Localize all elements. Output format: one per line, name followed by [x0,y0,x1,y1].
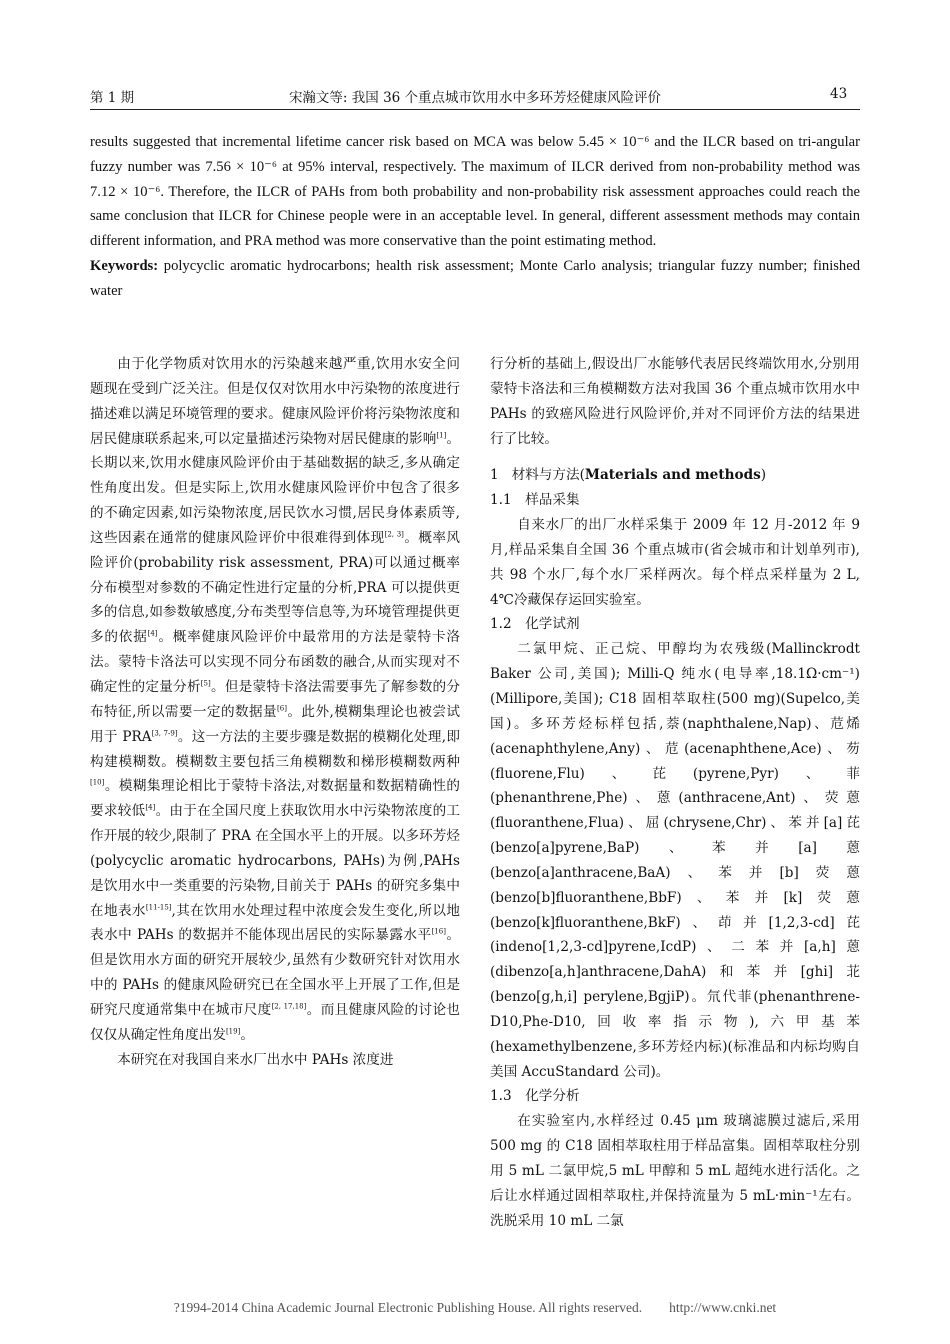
keywords-line [90,254,860,304]
keywords-label: Keywords: [90,257,159,274]
citation: [1] [436,431,447,439]
text-run: 。长期以来,饮用水健康风险评价由于基础数据的缺乏,多从确定性角度出发。但是实际上,饮用水健康风险评价中包含了很多的不确定因素,如污染物浓度,居民饮水习惯,居民身体素质等,这些因素在通常的健康风险评价中很难得到体现 [90,430,460,546]
intro-paragraph-1 [90,352,460,1048]
abstract-block [90,130,860,304]
footer-copyright: ?1994-2014 China Academic Journal Electronic Publishing House. All rights reserved. http://www.cnki.net [173,1300,777,1315]
spacer [490,451,860,463]
section-title-en: Materials and methods [584,467,761,484]
citation: [2, 3] [384,530,404,539]
header-rule [90,109,860,110]
intro-paragraph-continued: 行分析的基础上,假设出厂水能够代表居民终端饮用水,分别用蒙特卡洛法和三角模糊数方法对我国 36 个重点城市饮用水中 PAHs 的致癌风险进行风险评价,并对不同评价方法的结果进行了比较。 [490,356,860,447]
citation: [5] [200,679,211,688]
abstract-text: results suggested that incremental lifetime cancer risk based on MCA was below 5.45 × 10⁻⁶ and the ILCR based on tri-angular fuzzy number was 7.56 × 10⁻⁶ at 95% interval, respectively. The maximum of ILCR derived from non-probability method was 7.12 × 10⁻⁶. Therefore, the ILCR of PAHs from both probability and non-probability risk assessment approaches could reach the same conclusion that ILCR for Chinese people were in an acceptable level. In general, different assessment methods may contain different information, and PRA method was more conservative than the point estimating method. [90,134,860,250]
text-run: 。模糊集理论相比于蒙特卡洛法,对数据量和数据精确性的要求较低 [90,778,460,820]
text-run: 由于化学物质对饮用水的污染越来越严重,饮用水安全问题现在受到广泛关注。但是仅仅对饮用水中污染物的浓度进行描述难以满足环境管理的要求。健康风险评价将污染物浓度和居民健康联系起来,可以定量描述污染物对居民健康的影响 [90,356,460,447]
text-run: 。这一方法的主要步骤是数据的模糊化处理,即构建模糊数。模糊数主要包括三角模糊数和梯形模糊数两种 [90,728,460,770]
section-1-3-text: 在实验室内,水样经过 0.45 μm 玻璃滤膜过滤后,采用 500 mg 的 C18 固相萃取柱用于样品富集。固相萃取柱分别用 5 mL 二氯甲烷,5 mL 甲醇和 5 mL 超纯水进行活化。之后让水样通过固相萃取柱,并保持流量为 5 mL·min⁻¹左右。洗脱采用 10 mL 二氯 [490,1113,860,1229]
intro-paragraph-2: 本研究在对我国自来水厂出水中 PAHs 浓度进 [117,1051,394,1068]
text-run: 。此外,模糊集理论也被尝试用于 PRA [90,703,460,745]
text-run: ,其在饮用水处理过程中浓度会发生变化,所以地表水中 PAHs 的数据并不能体现出居民的实际暴露水平 [90,902,461,944]
citation: [16] [431,927,446,936]
section-1-1-text: 自来水厂的出厂水样采集于 2009 年 12 月-2012 年 9 月,样品采集自全国 36 个重点城市(省会城市和计划单列市),共 98 个水厂,每个水厂采样两次。每个样点采样量为 2 L, 4℃冷藏保存运回实验室。 [490,517,860,608]
section-1-heading [490,463,860,488]
text-run: 。由于在全国尺度上获取饮用水中污染物浓度的工作开展的较少,限制了 PRA 在全国水平上的开展。以多环芳烃(polycyclic aromatic hydrocarbons, PAHs)为例,PAHs 是饮用水中一类重要的污染物,目前关于 PAHs 的研究多集中在地表水 [90,803,461,919]
header-page-number: 43 [830,86,848,102]
section-1-2-heading: 1.2 化学试剂 [490,616,580,633]
section-1-2-text: 二氯甲烷、正己烷、甲醇均为农残级(Mallinckrodt Baker 公司,美国); Milli-Q 纯水(电导率,18.1Ω·cm⁻¹)(Millipore,美国); C18 固相萃取柱(500 mg)(Supelco,美国)。多环芳烃标样包括,萘(naphthalene,Nap)、苊烯(acenaphthylene,Any)、苊(acenaphthene,Ace)、芴(fluorene,Flu)、芘(pyrene,Pyr)、菲(phenanthrene,Phe)、蒽(anthracene,Ant)、荧蒽(fluoranthene,Flua)、屈(chrysene,Chr)、苯并[a]芘(benzo[a]pyrene,BaP)、苯并[a]蒽(benzo[a]anthracene,BaA)、苯并[b]荧蒽(benzo[b]fluoranthene,BbF)、苯并[k]荧蒽(benzo[k]fluoranthene,BkF)、茚并[1,2,3-cd]芘(indeno[1,2,3-cd]pyrene,IcdP)、二苯并[a,h]蒽(dibenzo[a,h]anthracene,DahA)和苯并[ghi]苝(benzo[g,h,i] perylene,BgjiP)。氘代菲(phenanthrene-D10,Phe-D10,回收率指示物),六甲基苯(hexamethylbenzene,多环芳烃内标)(标准品和内标均购自美国 AccuStandard 公司)。 [490,641,860,1080]
section-1-1-heading: 1.1 样品采集 [490,492,580,509]
header-issue: 第 1 期 [90,90,135,106]
right-column [490,352,860,1234]
header-title: 宋瀚文等: 我国 36 个重点城市饮用水中多环芳烃健康风险评价 [288,90,662,106]
section-title-close: ) [760,467,767,484]
keywords-text: polycyclic aromatic hydrocarbons; health risk assessment; Monte Carlo analysis; triangular fuzzy number; finished water [90,257,860,299]
text-run: 。概率健康风险评价中最常用的方法是蒙特卡洛法。蒙特卡洛法可以实现不同分布函数的融合,从而实现对不确定性的定量分析 [90,629,461,695]
text-run: 。 [240,1026,254,1043]
text-run: 。概率风险评价(probability risk assessment, PRA)可以通过概率分布模型对参数的不确定性进行定量的分析,PRA 可以提供更多的信息,如参数敏感度,分布类型等信息等,为环境管理提供更多的依据 [90,529,461,646]
citation: [6] [277,704,287,713]
section-title-cn: 材料与方法( [511,467,585,484]
citation: [11-15] [145,903,172,912]
text-run: 。而且健康风险的讨论也仅仅从确定性角度出发 [90,1001,461,1043]
citation: [10] [90,778,105,787]
text-run: 。但是蒙特卡洛法需要事先了解参数的分布特征,所以需要一定的数据量 [90,678,461,720]
citation: [2, 17,18] [271,1002,307,1011]
section-1-3-heading: 1.3 化学分析 [490,1088,580,1105]
left-column [90,352,460,1072]
text-run: 。但是饮用水方面的研究开展较少,虽然有少数研究针对饮用水中的 PAHs 的健康风险研究已在全国水平上开展了工作,但是研究尺度通常集中在城市尺度 [90,927,461,1018]
citation: [3, 7-9] [151,729,178,738]
citation: [4] [147,629,158,638]
citation: [4] [145,803,156,812]
citation: [19] [225,1027,241,1036]
section-number: 1 [490,467,499,484]
